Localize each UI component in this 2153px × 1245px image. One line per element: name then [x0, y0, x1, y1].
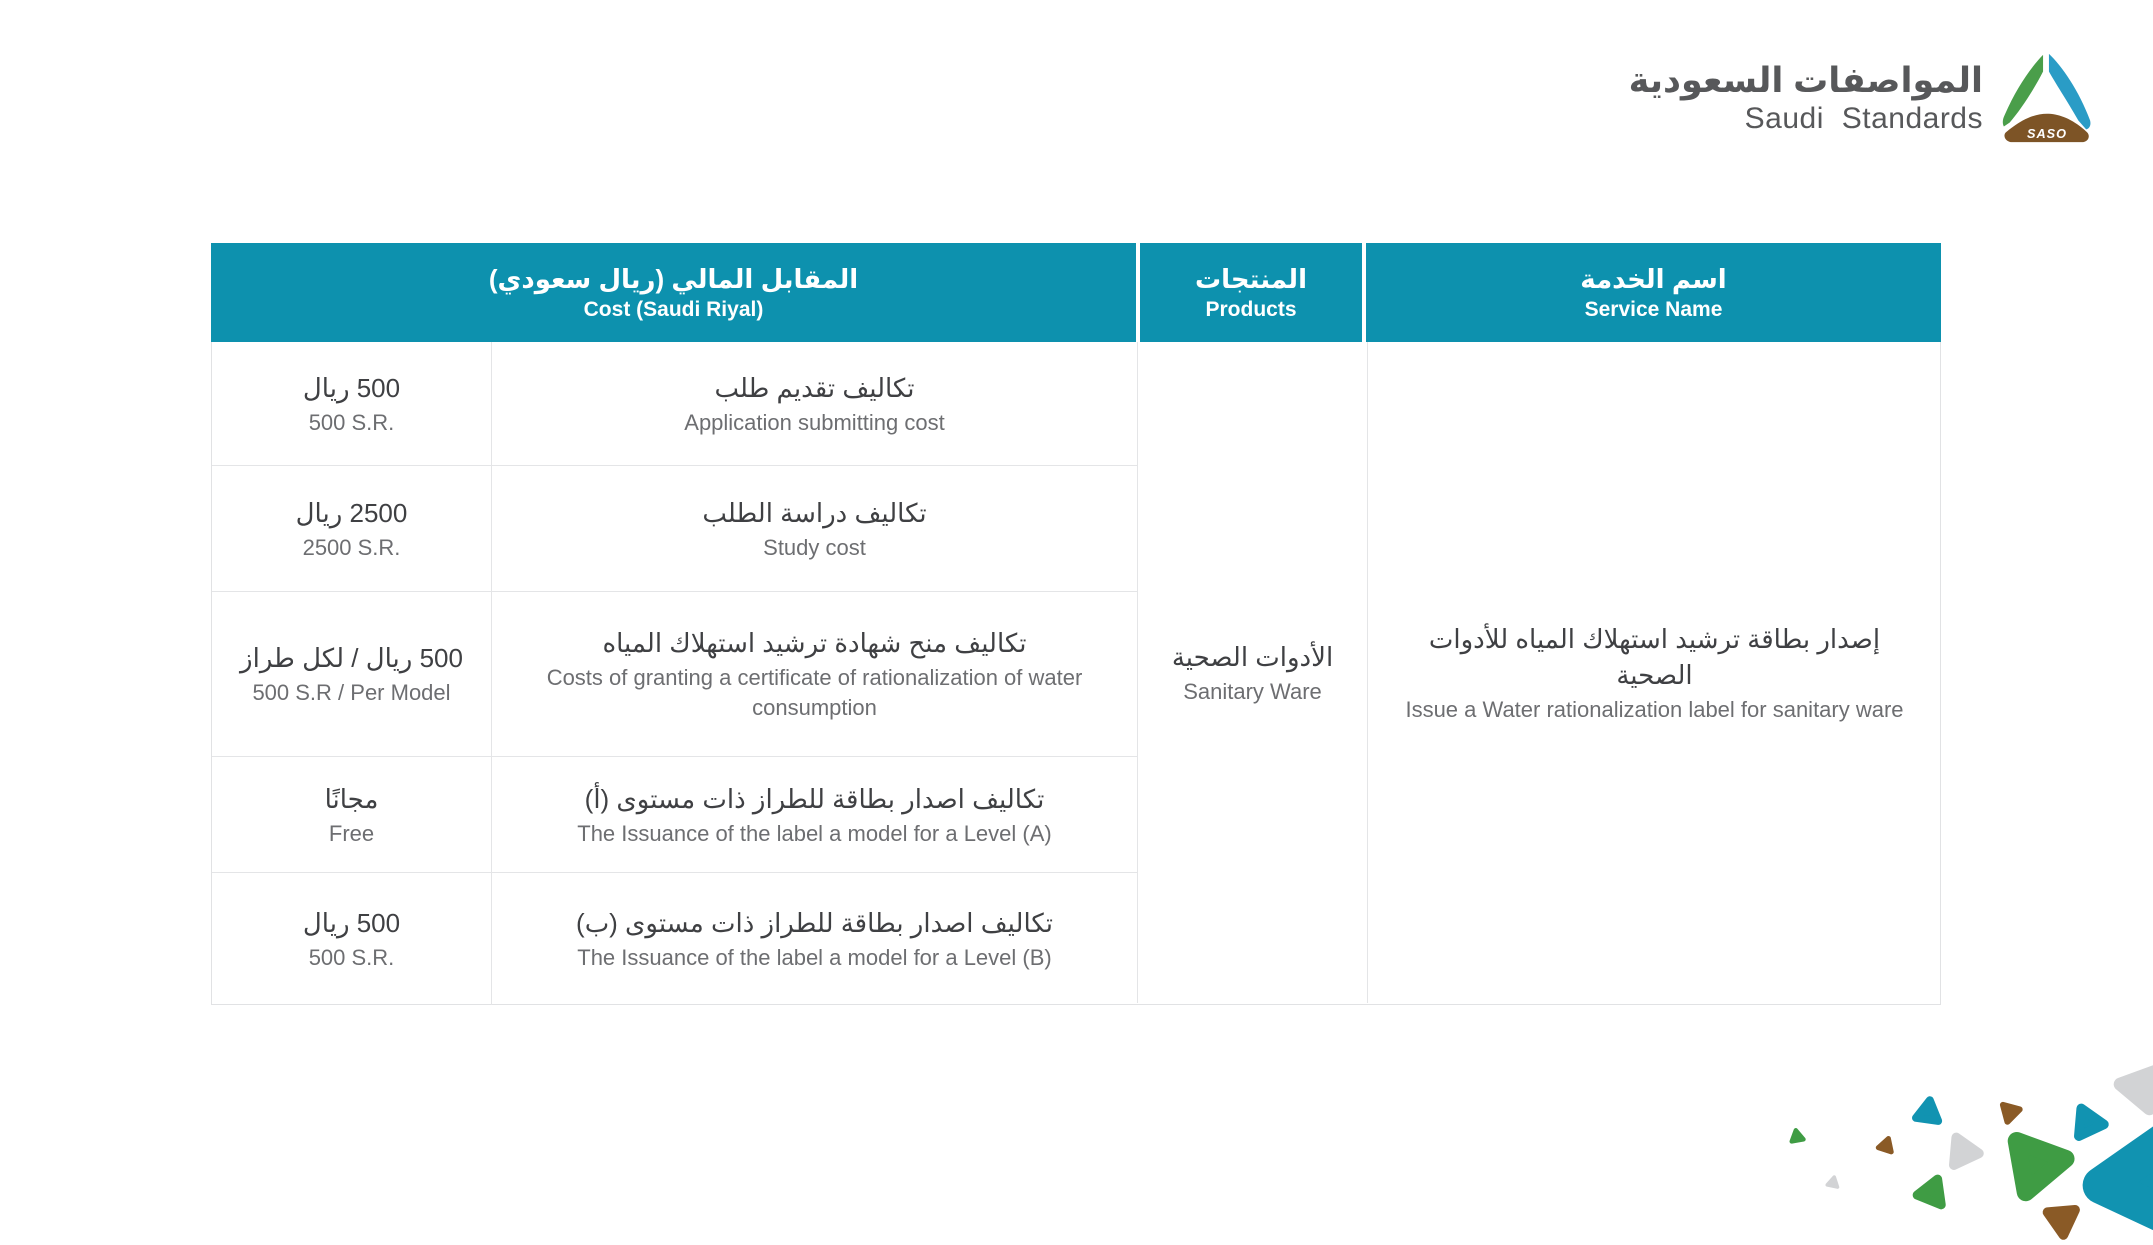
service-english: Issue a Water rationalization label for sanitary ware	[1405, 696, 1904, 722]
table-row	[212, 342, 1137, 466]
cost-description-cell	[491, 466, 1137, 591]
table-body	[211, 342, 1941, 1005]
logo-name-arabic: المواصفات السعودية	[1628, 61, 1983, 100]
decorative-triangle	[2017, 1133, 2070, 1192]
saso-triangle-logo-icon	[1997, 50, 2095, 148]
amount-arabic: 2500 ريال	[295, 497, 408, 528]
decorative-triangle	[2079, 1108, 2105, 1138]
header-service-arabic: اسم الخدمة	[1580, 263, 1727, 294]
header-cost-english: Cost (Saudi Riyal)	[583, 297, 764, 321]
amount-english: 500 S.R.	[308, 945, 395, 970]
table-row	[212, 466, 1137, 592]
decorative-triangle	[1827, 1176, 1839, 1187]
amount-cell	[212, 592, 491, 756]
table-row	[212, 757, 1137, 873]
amount-cell	[212, 466, 491, 591]
description-english: Study cost	[763, 534, 866, 560]
decorative-triangle	[1878, 1136, 1895, 1152]
cost-description-cell	[491, 873, 1137, 1005]
decorative-triangle	[2097, 1124, 2153, 1239]
table-header-row	[211, 243, 1941, 342]
amount-cell	[212, 757, 491, 872]
table-row	[212, 873, 1137, 1005]
description-english: Costs of granting a certificate of rationalization of water consumption	[546, 665, 1083, 720]
cost-rows	[212, 342, 1137, 1005]
description-arabic: تكاليف دراسة الطلب	[702, 497, 927, 528]
saso-logo	[1629, 50, 2095, 148]
logo-text	[1629, 61, 1983, 137]
amount-arabic: مجانًا	[324, 783, 379, 814]
description-english: The Issuance of the label a model for a Level (B)	[577, 945, 1052, 970]
description-english: The Issuance of the label a model for a Level (A)	[577, 820, 1052, 846]
header-cost-column	[211, 243, 1136, 342]
amount-english: 2500 S.R.	[302, 534, 401, 560]
description-arabic: تكاليف اصدار بطاقة للطراز ذات مستوى (أ)	[584, 783, 1045, 814]
amount-cell	[212, 873, 491, 1005]
decorative-triangle	[1917, 1174, 1950, 1205]
header-products-arabic: المنتجات	[1195, 263, 1307, 294]
description-english: Application submitting cost	[684, 409, 945, 435]
service-arabic: إصدار بطاقة ترشيد استهلاك المياه للأدوات الصحية	[1428, 623, 1881, 690]
cost-description-cell	[491, 342, 1137, 465]
products-merged-cell	[1137, 342, 1367, 1003]
decorative-triangle	[1790, 1129, 1804, 1141]
fees-table	[211, 243, 1941, 1005]
products-arabic: الأدوات الصحية	[1171, 641, 1334, 672]
amount-cell	[212, 342, 491, 465]
amount-arabic: 500 ريال / لكل طراز	[240, 643, 463, 673]
decorative-triangle	[2003, 1101, 2022, 1122]
header-service-english: Service Name	[1584, 297, 1723, 321]
description-arabic: تكاليف منح شهادة ترشيد استهلاك المياه	[602, 628, 1027, 658]
amount-english: Free	[328, 820, 375, 846]
cost-description-cell	[491, 757, 1137, 872]
header-cost-arabic: المقابل المالي (ريال سعودي)	[488, 263, 859, 294]
service-name-merged-cell	[1367, 342, 1941, 1003]
decorative-triangle	[2120, 1071, 2153, 1115]
amount-arabic: 500 ريال	[302, 372, 401, 403]
description-arabic: تكاليف اصدار بطاقة للطراز ذات مستوى (ب)	[576, 908, 1053, 938]
header-products-english: Products	[1205, 297, 1297, 321]
cost-description-cell	[491, 592, 1137, 756]
amount-english: 500 S.R.	[308, 409, 395, 435]
logo-name-english: Saudi Standards	[1744, 102, 1983, 135]
table-row	[212, 592, 1137, 757]
description-arabic: تكاليف تقديم طلب	[714, 372, 915, 403]
header-service-column	[1366, 243, 1941, 342]
amount-english: 500 S.R / Per Model	[252, 680, 451, 705]
amount-arabic: 500 ريال	[302, 908, 401, 938]
products-english: Sanitary Ware	[1183, 678, 1322, 704]
decorative-triangle	[1916, 1100, 1945, 1130]
logo-saso-text: SASO	[2026, 126, 2067, 142]
header-products-column	[1140, 243, 1362, 342]
decorative-triangle	[1954, 1137, 1980, 1167]
decorative-triangle	[2047, 1198, 2083, 1235]
